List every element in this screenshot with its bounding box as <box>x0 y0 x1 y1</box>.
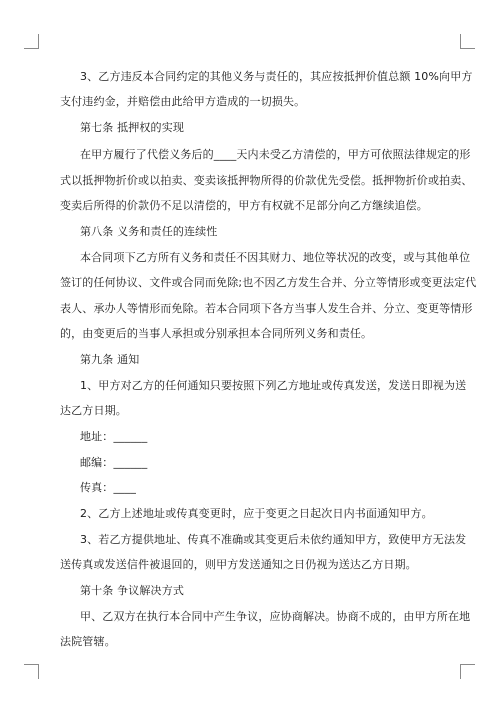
crop-mark-top-right <box>460 34 475 49</box>
address-field: 地址：______ <box>80 430 148 443</box>
paragraph-line: 签订的任何协议、文件或合同而免除;也不因乙方发生合并、分立等情形或变更法定代 <box>60 276 477 289</box>
paragraph-line: 本合同项下乙方所有义务和责任不因其财力、地位等状况的改变，或与其他单位 <box>80 251 471 264</box>
paragraph-line: 3、乙方违反本合同约定的其他义务与责任的，其应按抵押价值总额 10%向甲方 <box>80 70 473 83</box>
paragraph-line: 在甲方履行了代偿义务后的____天内未受乙方清偿的，甲方可依照法律规定的形 <box>80 148 471 161</box>
paragraph-line: 2、乙方上述地址或传真变更时，应于变更之日起次日内书面通知甲方。 <box>80 507 433 520</box>
paragraph-line: 3、若乙方提供地址、传真不准确或其变更后未依约通知甲方，致使甲方无法发 <box>80 533 467 546</box>
section-heading-10: 第十条 争议解决方式 <box>80 584 184 597</box>
section-heading-8: 第八条 义务和责任的连续性 <box>80 225 218 238</box>
paragraph-line: 表人、承办人等情形而免除。若本合同项下各方当事人发生合并、分立、变更等情形 <box>60 302 473 315</box>
paragraph-line: 法院管辖。 <box>60 635 116 648</box>
crop-mark-top-left <box>24 34 39 49</box>
paragraph-line: 变卖后所得的价款仍不足以清偿的，甲方有权就不足部分向乙方继续追偿。 <box>60 199 428 212</box>
section-heading-9: 第九条 通知 <box>80 353 140 366</box>
crop-mark-bottom-right <box>460 664 475 679</box>
fax-field: 传真：____ <box>80 481 137 494</box>
paragraph-line: 达乙方日期。 <box>60 404 127 417</box>
paragraph-line: 送传真或发送信件被退回的，则甲方发送通知之日仍视为送达乙方日期。 <box>60 558 417 571</box>
section-heading-7: 第七条 抵押权的实现 <box>80 121 184 134</box>
paragraph-line: 甲、乙双方在执行本合同中产生争议，应协商解决。协商不成的，由甲方所在地 <box>80 610 471 623</box>
paragraph-line: 支付违约金，并赔偿由此给甲方造成的一切损失。 <box>60 95 306 108</box>
paragraph-line: 1、甲方对乙方的任何通知只要按照下列乙方地址或传真发送，发送日即视为送 <box>80 379 467 392</box>
paragraph-line: 式以抵押物折价或以拍卖、变卖该抵押物所得的价款优先受偿。抵押物折价或拍卖、 <box>60 174 473 187</box>
crop-mark-bottom-left <box>24 664 39 679</box>
postcode-field: 邮编：______ <box>80 456 148 469</box>
paragraph-line: 的，由变更后的当事人承担或分别承担本合同所列义务和责任。 <box>60 327 373 340</box>
